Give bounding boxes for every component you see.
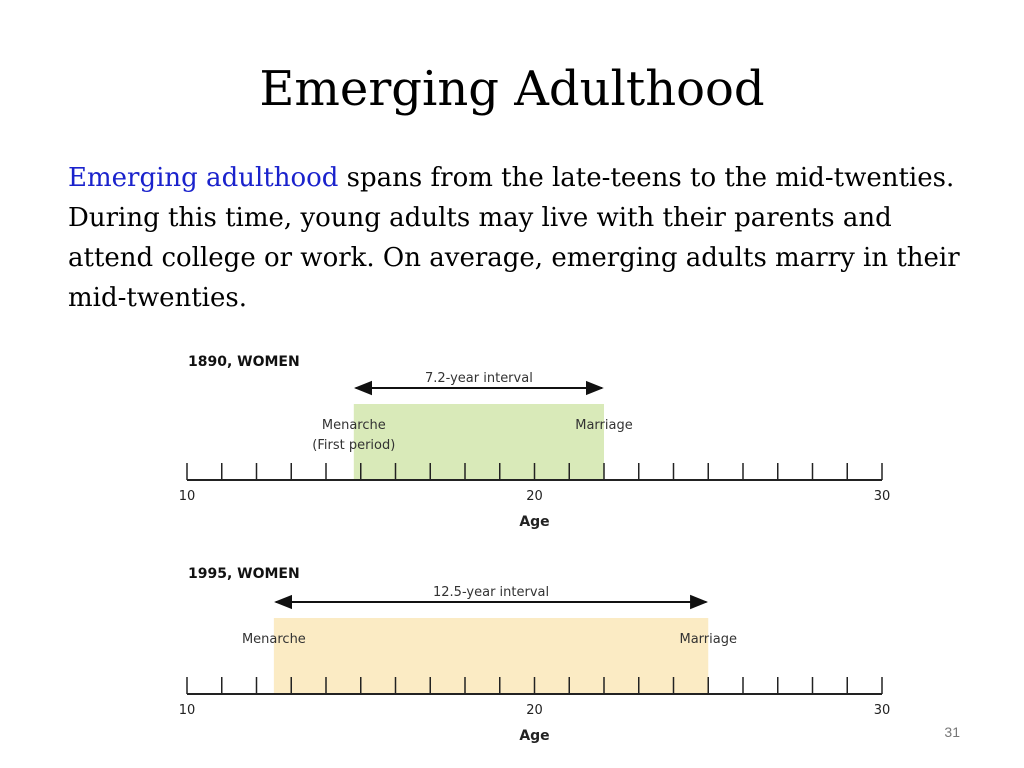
age-timeline-diagram <box>170 340 910 748</box>
axis-title-1890: Age <box>519 514 550 530</box>
interval-label-1890: 7.2-year interval <box>424 371 533 386</box>
timeline-panel-1890 <box>179 354 891 530</box>
axis-ticks-1995 <box>187 677 882 694</box>
tick-label-20-1890: 20 <box>526 489 543 504</box>
menarche-label-1995: Menarche <box>241 632 306 647</box>
panel-title-1890: 1890, WOMEN <box>188 354 300 370</box>
timeline-panel-1995 <box>179 566 891 744</box>
tick-label-10-1890: 10 <box>178 489 196 504</box>
tick-label-10-1995: 10 <box>178 703 196 718</box>
tick-label-30-1995: 30 <box>873 703 891 718</box>
key-term: Emerging adulthood <box>68 163 339 193</box>
marriage-label-1890: Marriage <box>575 418 633 433</box>
body-text-rest: spans from the late-teens to the mid-twenties. During this time, young adults may live with their parents and attend college or work. On average, emerging adults marry in their mid-twenties. <box>68 163 960 313</box>
interval-label-1995: 12.5-year interval <box>433 585 550 600</box>
interval-band-1995 <box>274 618 708 694</box>
marriage-label-1995: Marriage <box>679 632 737 647</box>
body-text <box>68 158 968 318</box>
menarche-label-1890: Menarche <box>321 418 386 433</box>
axis-ticks-1890 <box>187 463 882 480</box>
slide-title: Emerging Adulthood <box>259 61 765 117</box>
slide-number: 31 <box>944 724 960 740</box>
tick-label-20-1995: 20 <box>526 703 543 718</box>
axis-title-1995: Age <box>519 728 550 744</box>
menarche-sublabel-1890: (First period) <box>312 438 396 453</box>
tick-label-30-1890: 30 <box>873 489 891 504</box>
panel-title-1995: 1995, WOMEN <box>188 566 300 582</box>
